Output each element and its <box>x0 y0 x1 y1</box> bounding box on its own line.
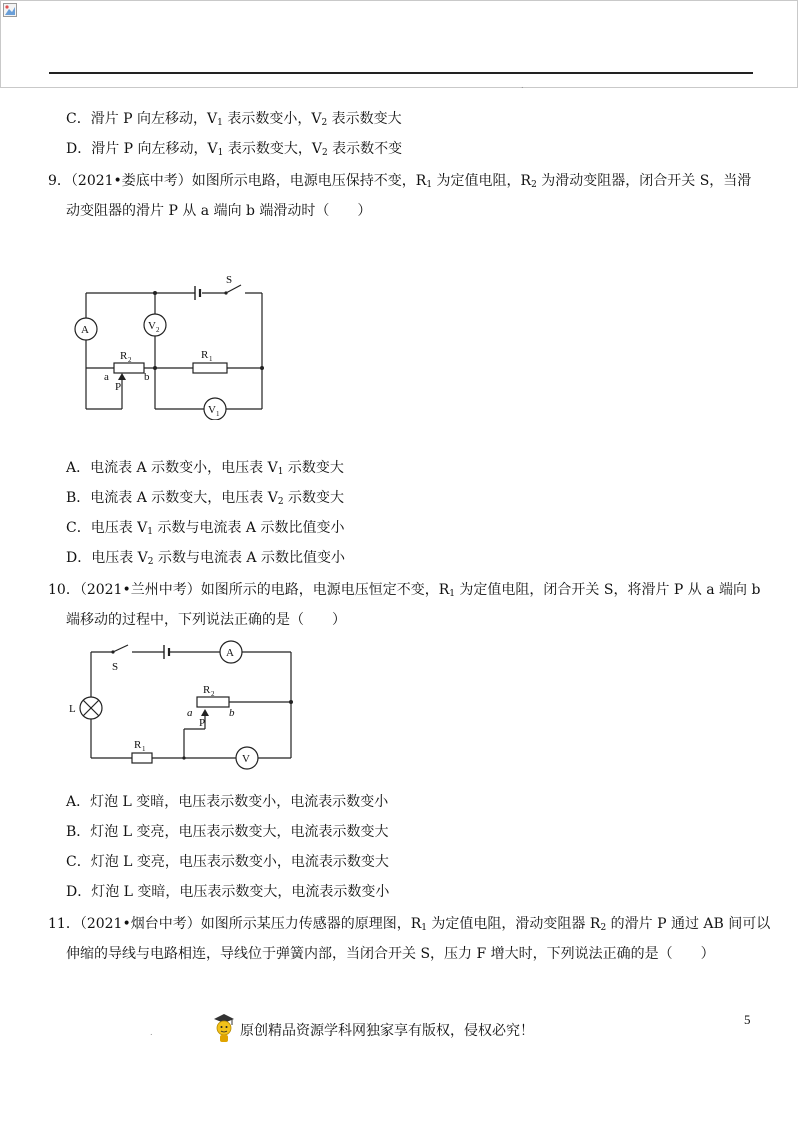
q10-ammeter-label: A <box>226 647 234 659</box>
q10-r2-sub: 2 <box>211 690 215 698</box>
page-number: 5 <box>744 1012 751 1027</box>
q9-option-d: D．电压表 $V_2$ 示数与电流表 A 示数比值变小 <box>66 550 345 567</box>
q10-lamp-label: L <box>69 703 76 715</box>
q9-circuit-diagram <box>60 270 280 420</box>
q10-option-c: C．灯泡 L 变亮，电压表示数变小，电流表示数变大 <box>66 854 389 870</box>
q9-slider-p: P <box>115 381 122 393</box>
q10-circuit-diagram <box>60 632 310 777</box>
q9-option-a: A．电流表 A 示数变小，电压表 $V_1$ 示数变大 <box>66 460 344 477</box>
q9-r1-label: R <box>201 349 209 361</box>
q8-option-c: C．滑片 P 向左移动，$V_1$ 表示数变小，$V_2$ 表示数变大 <box>66 111 402 128</box>
q10-option-b: B．灯泡 L 变亮，电压表示数变大，电流表示数变大 <box>66 824 389 840</box>
q9-v2-label: V <box>148 320 156 332</box>
q10-terminal-a: a <box>187 707 193 719</box>
q9-option-c: C．电压表 $V_1$ 示数与电流表 A 示数比值变小 <box>66 520 345 537</box>
q9-ammeter-label: A <box>81 324 89 336</box>
header-rule <box>49 72 753 74</box>
q10-option-d: D．灯泡 L 变暗，电压表示数变大，电流表示数变小 <box>66 884 390 900</box>
q10-voltmeter-label: V <box>242 753 250 765</box>
q10-terminal-b: b <box>229 707 235 719</box>
q9-r2-sub: 2 <box>128 356 132 364</box>
q9-terminal-a: a <box>104 371 109 383</box>
footer-copyright: 原创精品资源学科网独家享有版权，侵权必究！ <box>240 1023 534 1039</box>
header-dot: . <box>521 81 524 90</box>
page-header <box>0 0 798 88</box>
q9-v2-sub: 2 <box>156 326 160 334</box>
q10-r1-sub: 1 <box>142 745 146 753</box>
q10-option-a: A．灯泡 L 变暗，电压表示数变小，电流表示数变小 <box>66 794 389 810</box>
mascot-logo-icon <box>212 1012 236 1046</box>
q10-stem-line1: 10．（2021•兰州中考）如图所示的电路，电源电压恒定不变，$R_1$ 为定值电阻，闭合开关 S，将滑片 P 从 a 端向 b <box>48 582 761 599</box>
q9-stem-line2: 动变阻器的滑片 P 从 a 端向 b 端滑动时（ ） <box>66 203 372 219</box>
q9-switch-label: S <box>226 274 233 286</box>
q10-stem-line2: 端移动的过程中，下列说法正确的是（ ） <box>66 612 346 628</box>
footer-dot: . <box>150 1028 153 1037</box>
q9-r2-label: R <box>120 350 128 362</box>
broken-image-icon <box>3 3 17 17</box>
q9-option-b: B．电流表 A 示数变大，电压表 $V_2$ 示数变大 <box>66 490 345 507</box>
q8-option-d: D．滑片 P 向左移动，$V_1$ 表示数变大，$V_2$ 表示数不变 <box>66 141 403 158</box>
q10-slider-p: P <box>199 717 206 729</box>
q10-switch-label: S <box>112 661 119 673</box>
q9-r1-sub: 1 <box>209 355 213 363</box>
q9-v1-label: V <box>208 404 216 416</box>
q9-stem-line1: 9．（2021•娄底中考）如图所示电路，电源电压保持不变，$R_1$ 为定值电阻，$R_2$ 为滑动变阻器，闭合开关 S，当滑 <box>48 173 752 190</box>
q9-terminal-b: b <box>144 371 150 383</box>
q10-r1-label: R <box>134 739 142 751</box>
q11-stem-line2: 伸缩的导线与电路相连，导线位于弹簧内部，当闭合开关 S，压力 F 增大时，下列说法正确的是（ ） <box>66 946 715 962</box>
q11-stem-line1: 11．（2021•烟台中考）如图所示某压力传感器的原理图，$R_1$ 为定值电阻，滑动变阻器 $R_2$ 的滑片 P 通过 AB 间可以 <box>48 916 771 933</box>
q9-v1-sub: 1 <box>216 410 220 418</box>
q10-r2-label: R <box>203 684 211 696</box>
